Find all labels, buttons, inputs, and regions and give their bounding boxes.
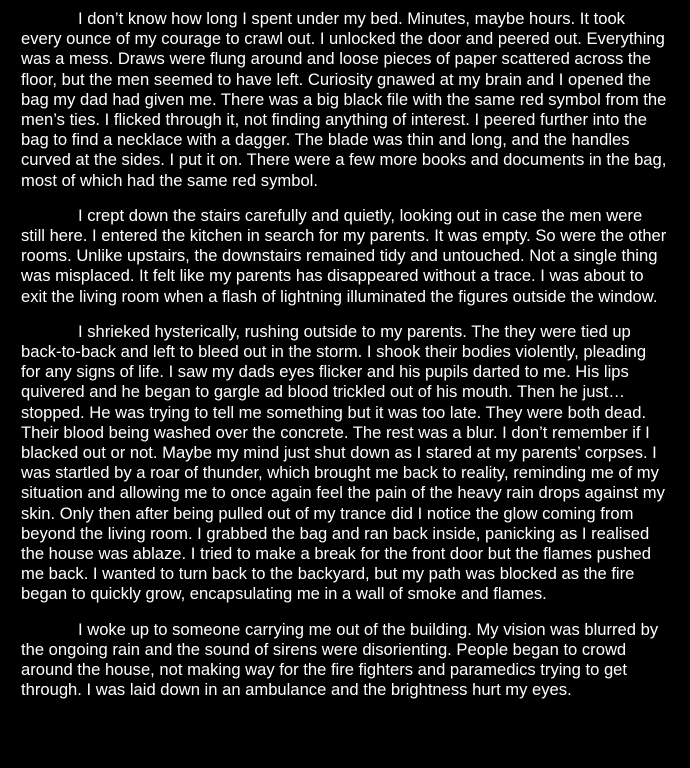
paragraph-3: I shrieked hysterically, rushing outside to my parents. The they were tied up back-to-back and left to bleed out in the storm. I shook their bodies violently, pleading for any signs of life. I saw my dads eyes flicker and his pupils darted to me. His lips quivered and he began to gargle ad blood trickled out of his mouth. Then he just… stopped. He was trying to tell me something but it was too late. They were both dead. Their blood being washed over the concrete. The rest was a blur. I don’t remember if I blacked out or not. Maybe my mind just shut down as I stared at my parents’ corpses. I was startled by a roar of thunder, which brought me back to reality, reminding me of my situation and allowing me to once again feel the pain of the heavy rain drops against my skin. Only then after being pulled out of my trance did I notice the glow coming from beyond the living room. I grabbed the bag and ran back inside, panicking as I realised the house was ablaze. I tried to make a break for the front door but the flames pushed me back. I wanted to turn back to the backyard, but my path was blocked as the fire began to quickly grow, encapsulating me in a wall of smoke and flames. (21, 321, 665, 604)
paragraph-4: I woke up to someone carrying me out of the building. My vision was blurred by the ongoing rain and the sound of sirens were disorienting. People began to crowd around the house, not making way for the fire fighters and paramedics trying to get through. I was laid down in an ambulance and the brightness hurt my eyes. (21, 619, 659, 700)
paragraph-2: I crept down the stairs carefully and quietly, looking out in case the men were still here. I entered the kitchen in search for my parents. It was empty. So were the other rooms. Unlike upstairs, the downstairs remained tidy and untouched. Not a single thing was misplaced. It felt like my parents has disappeared without a trace. I was about to exit the living room when a flash of lightning illuminated the figures outside the window. (21, 205, 667, 306)
paragraph-1: I don’t know how long I spent under my bed. Minutes, maybe hours. It took every ounce of my courage to crawl out. I unlocked the door and peered out. Everything was a mess. Draws were flung around and loose pieces of paper scattered across the floor, but the men seemed to have left. Curiosity gnawed at my brain and I opened the bag my dad had given me. There was a big black file with the same red symbol from the men’s ties. I flicked through it, not finding anything of interest. I peered further into the bag to find a necklace with a dagger. The blade was thin and long, and the handles curved at the sides. I put it on. There were a few more books and documents in the bag, most of which had the same red symbol. (21, 9, 667, 190)
